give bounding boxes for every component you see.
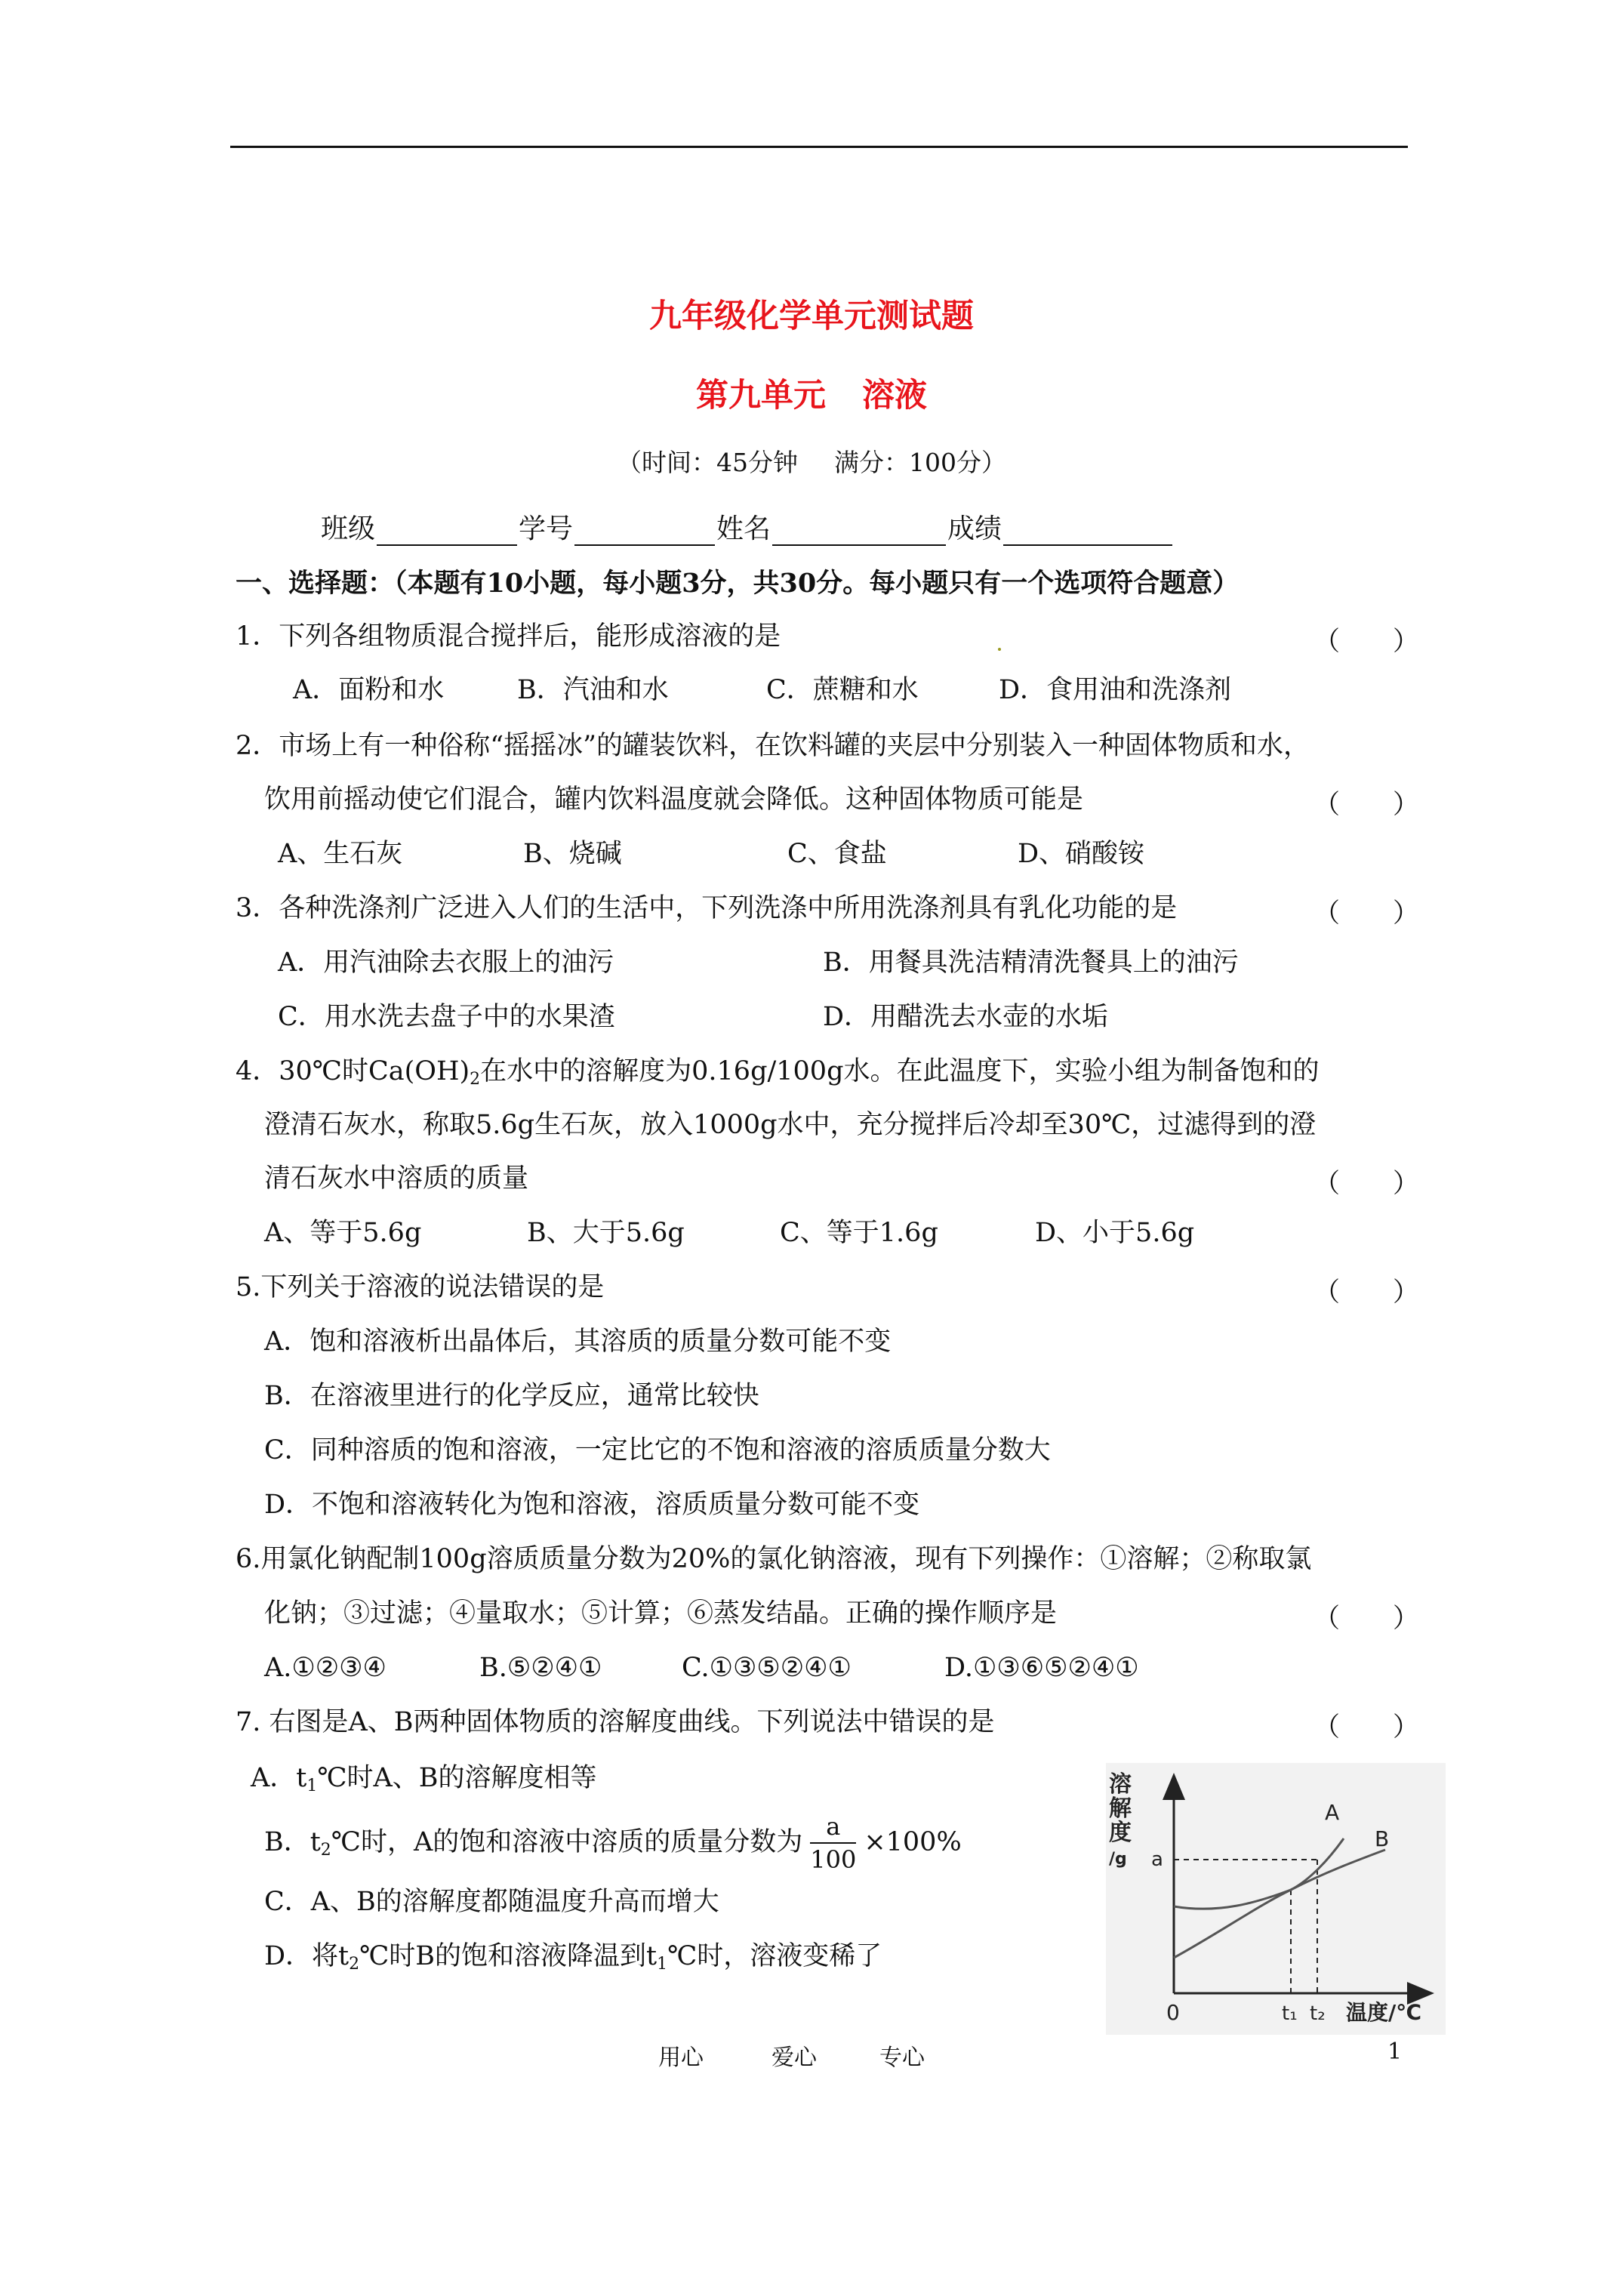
score-blank[interactable] [1003,517,1172,546]
q7-option-a[interactable]: A．$t_1℃$时A、B的溶解度相等 [251,1763,597,1795]
y-label-char-1: 溶 [1109,1771,1132,1798]
q1-option-b[interactable]: B．汽油和水 [517,675,669,705]
t2-label: t₂ [1310,2002,1326,2025]
q7-stem: 7. 右图是A、B两种固体物质的溶解度曲线。下列说法中错误的是 [236,1707,995,1737]
page-subtitle [0,370,1623,416]
y-label-char-3: 度 [1109,1820,1132,1846]
q6-answer-paren[interactable]: （ ） [1313,1604,1420,1634]
section-heading: 一、选择题：（本题有10小题，每小题3分，共30分。每小题只有一个选项符合题意） [236,568,1240,599]
t1-label: t₁ [1282,2002,1298,2025]
q7-answer-paren[interactable]: （ ） [1313,1712,1420,1743]
y-unit: /g [1109,1850,1127,1869]
q6-options [264,1652,1139,1684]
q5-stem: 5.下列关于溶液的说法错误的是 [236,1272,605,1302]
stray-dot [998,648,1001,651]
score-field-label: 成绩 [947,513,1002,544]
q2-option-b[interactable]: B、烧碱 [523,839,622,869]
footer-motto-3: 专心 [879,2045,925,2071]
score-label: 满分：100分） [834,448,1006,477]
q6-option-d[interactable]: D.①③⑥⑤②④① [944,1653,1139,1683]
page-title: 九年级化学单元测试题 [649,297,974,335]
q2-answer-paren[interactable]: （ ） [1313,790,1420,820]
curve-a-label: A [1325,1800,1340,1825]
topic-label: 溶液 [862,377,927,415]
q4-option-c[interactable]: C、等于1.6g [780,1218,938,1248]
number-label: 学号 [519,513,574,544]
y-label-char-2: 解 [1109,1795,1132,1822]
q1-option-d[interactable]: D．食用油和洗涤剂 [999,675,1232,705]
q6-stem-line2: 化钠；③过滤；④量取水；⑤计算；⑥蒸发结晶。正确的操作顺序是 [264,1598,1058,1629]
page-number: 1 [1387,2039,1403,2065]
q2-options [278,838,1144,870]
origin-label: 0 [1166,2000,1180,2025]
q5-option-d[interactable]: D．不饱和溶液转化为饱和溶液，溶质质量分数可能不变 [264,1490,920,1520]
q4-options [264,1217,1194,1249]
unit-label: 第九单元 [696,377,826,415]
name-label: 姓名 [716,513,771,544]
q6-option-a[interactable]: A.①②③④ [264,1653,387,1683]
q1-options [293,674,1231,706]
q5-option-a[interactable]: A．饱和溶液析出晶体后，其溶质的质量分数可能不变 [264,1327,892,1357]
footer-motto-2: 爱心 [771,2045,817,2071]
header-rule [230,146,1408,148]
q4-stem-line3: 清石灰水中溶质的质量 [264,1163,529,1194]
q3-option-a[interactable]: A．用汽油除去衣服上的油污 [278,948,614,978]
q4-stem-line1: 4．30℃时$Ca(OH)_2$在水中的溶解度为0.16g/100g水。在此温度下，实验小组为制备饱和的 [236,1056,1320,1089]
q7-option-d[interactable]: D．将$t_2℃$时B的饱和溶液降温到$t_1℃$时，溶液变稀了 [264,1941,882,1974]
q2-option-d[interactable]: D、硝酸铵 [1018,839,1145,869]
solubility-curve-figure [1106,1763,1446,2035]
q4-answer-paren[interactable]: （ ） [1313,1169,1420,1199]
q7-option-b[interactable]: B．$t_2℃$时，A的饱和溶液中溶质的质量分数为 $\frac{a}{100}$ ×100% [264,1812,962,1875]
q4-option-a[interactable]: A、等于5.6g [264,1218,422,1248]
q6-option-b[interactable]: B.⑤②④① [479,1653,602,1683]
q2-stem-line2: 饮用前摇动使它们混合，罐内饮料温度就会降低。这种固体物质可能是 [264,784,1084,815]
q2-option-a[interactable]: A、生石灰 [278,839,403,869]
x-label: 温度/℃ [1346,2000,1422,2025]
q3-stem: 3．各种洗涤剂广泛进入人们的生活中，下列洗涤中所用洗涤剂具有乳化功能的是 [236,893,1178,923]
q3-answer-paren[interactable]: （ ） [1313,898,1420,929]
time-label: （时间：45分钟 [617,448,798,477]
q1-option-a[interactable]: A．面粉和水 [293,675,445,705]
class-blank[interactable] [377,517,517,546]
time-info [0,443,1623,479]
q2-option-c[interactable]: C、食盐 [787,839,887,869]
q3-option-c[interactable]: C．用水洗去盘子中的水果渣 [278,1002,615,1032]
q6-stem-line1: 6.用氯化钠配制100g溶质质量分数为20%的氯化钠溶液，现有下列操作：①溶解；②称取氯 [236,1544,1312,1574]
q7-option-c[interactable]: C．A、B的溶解度都随温度升高而增大 [264,1887,719,1917]
q3-option-b[interactable]: B．用餐具洗洁精清洗餐具上的油污 [823,948,1239,978]
q1-stem: 1．下列各组物质混合搅拌后，能形成溶液的是 [236,621,781,652]
q4-stem-line2: 澄清石灰水，称取5.6g生石灰，放入1000g水中，充分搅拌后冷却至30℃，过滤得到的澄 [264,1110,1317,1140]
number-blank[interactable] [574,517,715,546]
q4-option-b[interactable]: B、大于5.6g [527,1218,685,1248]
name-blank[interactable] [772,517,946,546]
fraction: $\frac{a}{100}$ [810,1812,857,1875]
q3-option-d[interactable]: D．用醋洗去水壶的水垢 [823,1002,1109,1032]
student-info [321,507,1174,546]
a-label: a [1151,1848,1163,1871]
footer-motto-1: 用心 [658,2045,704,2071]
q1-option-c[interactable]: C．蔗糖和水 [766,675,919,705]
q4-option-d[interactable]: D、小于5.6g [1035,1218,1195,1248]
q5-option-c[interactable]: C．同种溶质的饱和溶液，一定比它的不饱和溶液的溶质质量分数大 [264,1435,1051,1465]
q5-answer-paren[interactable]: （ ） [1313,1277,1420,1308]
q2-stem-line1: 2．市场上有一种俗称“摇摇冰”的罐装饮料，在饮料罐的夹层中分别装入一种固体物质和水， [236,731,1310,761]
curve-b-label: B [1375,1826,1390,1851]
q1-answer-paren[interactable]: （ ） [1313,627,1420,657]
q6-option-c[interactable]: C.①③⑤②④① [682,1653,852,1683]
class-label: 班级 [321,513,376,544]
q5-option-b[interactable]: B．在溶液里进行的化学反应，通常比较快 [264,1381,759,1411]
